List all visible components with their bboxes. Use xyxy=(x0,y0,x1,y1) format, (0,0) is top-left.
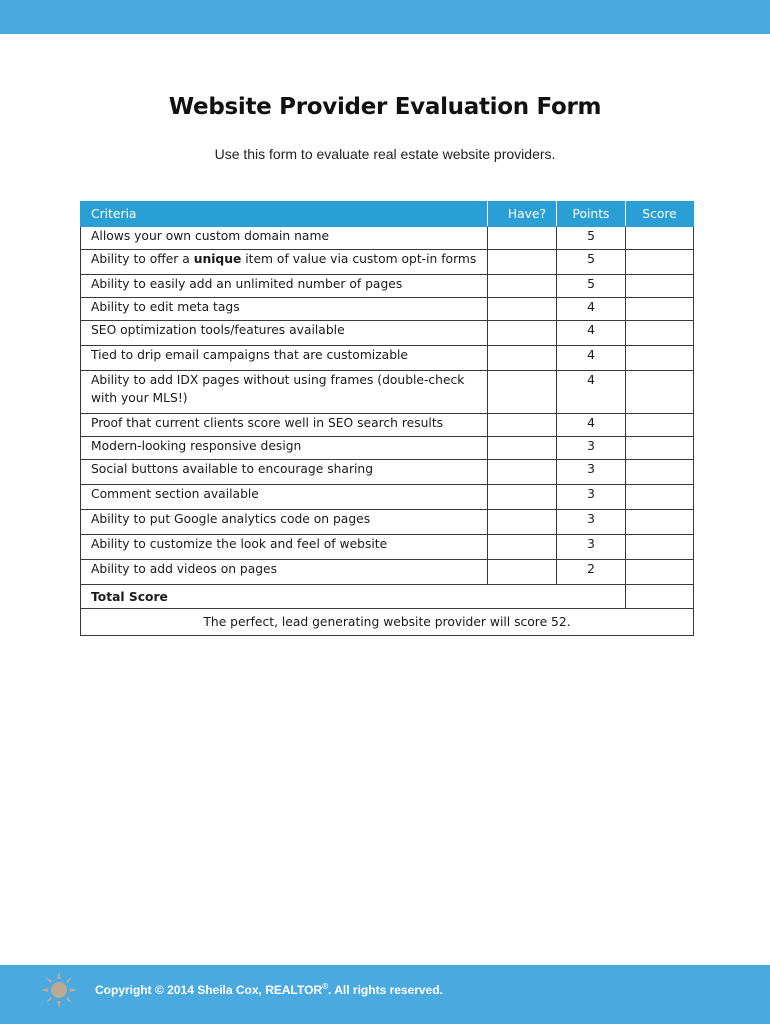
points-cell: 5 xyxy=(557,227,626,250)
header-have: Have? xyxy=(488,202,557,227)
copyright-text: Copyright © 2014 Sheila Cox, REALTOR®. All rights reserved. xyxy=(95,982,443,997)
score-cell[interactable] xyxy=(626,437,694,460)
points-cell: 4 xyxy=(557,371,626,414)
evaluation-table xyxy=(80,201,694,636)
have-cell[interactable] xyxy=(488,321,557,346)
criteria-cell: Ability to put Google analytics code on pages xyxy=(81,510,488,535)
criteria-cell: Comment section available xyxy=(81,485,488,510)
have-cell[interactable] xyxy=(488,437,557,460)
table-row xyxy=(81,560,694,585)
score-cell[interactable] xyxy=(626,298,694,321)
points-cell: 3 xyxy=(557,485,626,510)
points-cell: 4 xyxy=(557,346,626,371)
points-cell: 3 xyxy=(557,535,626,560)
score-cell[interactable] xyxy=(626,535,694,560)
criteria-cell: Social buttons available to encourage sharing xyxy=(81,460,488,485)
criteria-cell: Allows your own custom domain name xyxy=(81,227,488,250)
score-cell[interactable] xyxy=(626,560,694,585)
points-cell: 3 xyxy=(557,460,626,485)
criteria-cell: Ability to easily add an unlimited number of pages xyxy=(81,275,488,298)
table-row xyxy=(81,298,694,321)
table-row xyxy=(81,510,694,535)
score-cell[interactable] xyxy=(626,371,694,414)
have-cell[interactable] xyxy=(488,460,557,485)
score-cell[interactable] xyxy=(626,346,694,371)
total-score-label: Total Score xyxy=(81,585,626,609)
header-points: Points xyxy=(557,202,626,227)
points-cell: 3 xyxy=(557,510,626,535)
table-row xyxy=(81,371,694,414)
have-cell[interactable] xyxy=(488,346,557,371)
points-cell: 4 xyxy=(557,298,626,321)
points-cell: 5 xyxy=(557,275,626,298)
table-row xyxy=(81,321,694,346)
score-cell[interactable] xyxy=(626,321,694,346)
score-cell[interactable] xyxy=(626,275,694,298)
score-cell[interactable] xyxy=(626,250,694,275)
table-row xyxy=(81,346,694,371)
header-score: Score xyxy=(626,202,694,227)
points-cell: 4 xyxy=(557,414,626,437)
criteria-cell: Tied to drip email campaigns that are customizable xyxy=(81,346,488,371)
have-cell[interactable] xyxy=(488,298,557,321)
emphasis-text: unique xyxy=(193,252,242,266)
criteria-cell: Modern-looking responsive design xyxy=(81,437,488,460)
total-score-cell[interactable] xyxy=(626,585,694,609)
score-cell[interactable] xyxy=(626,460,694,485)
have-cell[interactable] xyxy=(488,275,557,298)
points-cell: 4 xyxy=(557,321,626,346)
total-score-row xyxy=(81,585,694,609)
table-row xyxy=(81,227,694,250)
score-cell[interactable] xyxy=(626,414,694,437)
top-color-band xyxy=(0,0,770,34)
have-cell[interactable] xyxy=(488,227,557,250)
criteria-cell: Ability to edit meta tags xyxy=(81,298,488,321)
criteria-cell: SEO optimization tools/features available xyxy=(81,321,488,346)
table-row xyxy=(81,437,694,460)
page-title: Website Provider Evaluation Form xyxy=(168,94,602,120)
table-row xyxy=(81,485,694,510)
have-cell[interactable] xyxy=(488,510,557,535)
criteria-cell: Ability to add IDX pages without using frames (double-check with your MLS!) xyxy=(81,371,488,414)
score-cell[interactable] xyxy=(626,510,694,535)
sun-icon xyxy=(40,971,78,1009)
table-row xyxy=(81,414,694,437)
score-note: The perfect, lead generating website provider will score 52. xyxy=(81,609,694,636)
points-cell: 5 xyxy=(557,250,626,275)
have-cell[interactable] xyxy=(488,371,557,414)
table-row xyxy=(81,250,694,275)
header-criteria: Criteria xyxy=(81,202,488,227)
criteria-cell: Ability to customize the look and feel of website xyxy=(81,535,488,560)
have-cell[interactable] xyxy=(488,535,557,560)
table-row xyxy=(81,275,694,298)
points-cell: 3 xyxy=(557,437,626,460)
table-row xyxy=(81,460,694,485)
criteria-cell: Proof that current clients score well in SEO search results xyxy=(81,414,488,437)
have-cell[interactable] xyxy=(488,250,557,275)
note-row xyxy=(81,609,694,636)
have-cell[interactable] xyxy=(488,485,557,510)
criteria-cell: Ability to offer a unique item of value via custom opt-in forms xyxy=(81,250,488,275)
page-subtitle: Use this form to evaluate real estate website providers. xyxy=(214,146,556,162)
points-cell: 2 xyxy=(557,560,626,585)
score-cell[interactable] xyxy=(626,227,694,250)
have-cell[interactable] xyxy=(488,414,557,437)
score-cell[interactable] xyxy=(626,485,694,510)
table-header-row xyxy=(81,202,694,227)
criteria-cell: Ability to add videos on pages xyxy=(81,560,488,585)
table-row xyxy=(81,535,694,560)
have-cell[interactable] xyxy=(488,560,557,585)
